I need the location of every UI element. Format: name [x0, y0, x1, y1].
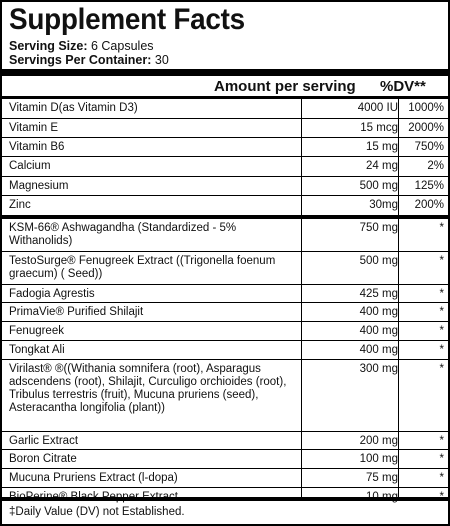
servings-label: Servings Per Container: — [9, 53, 152, 67]
top-divider — [2, 69, 448, 76]
serving-size-value: 6 Capsules — [90, 39, 154, 53]
table-row — [2, 360, 448, 432]
table-row — [2, 341, 448, 360]
daily-value: 1000% — [408, 102, 444, 114]
footnote: ‡Daily Value (DV) not Established. — [9, 506, 185, 518]
amount-value: 100 mg — [359, 453, 398, 465]
table-row — [2, 432, 448, 450]
bottom-divider — [2, 497, 448, 501]
nutrient-name: Zinc — [9, 199, 31, 211]
nutrient-name: PrimaVie® Purified Shilajit — [9, 306, 144, 318]
amount-value: 500 mg — [359, 255, 398, 267]
daily-value: * — [439, 288, 444, 300]
daily-value: * — [439, 306, 444, 318]
panel-title: Supplement Facts — [9, 3, 245, 36]
nutrient-table — [2, 99, 448, 506]
table-row — [2, 322, 448, 341]
amount-value: 500 mg — [359, 180, 398, 192]
nutrient-name: TestoSurge® Fenugreek Extract ((Trigonella foenum graecum) ( Seed)) — [9, 255, 276, 280]
serving-size-label: Serving Size: — [9, 39, 88, 53]
table-row — [2, 450, 448, 469]
serving-size — [9, 39, 154, 53]
table-row — [2, 469, 448, 488]
nutrient-name: Magnesium — [9, 180, 69, 192]
table-row — [2, 285, 448, 303]
table-row — [2, 99, 448, 119]
table-row — [2, 303, 448, 322]
daily-value: * — [439, 363, 444, 375]
amount-per-serving-header: Amount per serving — [214, 78, 356, 95]
nutrient-name: KSM-66® Ashwagandha (Standardized - 5% Withanolids) — [9, 222, 237, 247]
daily-value: * — [439, 472, 444, 484]
amount-value: 400 mg — [359, 306, 398, 318]
daily-value-header: %DV** — [380, 78, 426, 95]
amount-value: 75 mg — [366, 472, 398, 484]
ingredient-rows — [2, 219, 448, 506]
daily-value: * — [439, 255, 444, 267]
table-row — [2, 119, 448, 138]
amount-value: 4000 IU — [357, 102, 398, 114]
amount-value: 15 mg — [366, 141, 398, 153]
table-row — [2, 196, 448, 215]
daily-value: * — [439, 222, 444, 234]
nutrient-name: Mucuna Pruriens Extract (l-dopa) — [9, 472, 178, 484]
daily-value: * — [439, 325, 444, 337]
daily-value: 200% — [414, 199, 444, 211]
amount-value: 425 mg — [359, 288, 398, 300]
amount-value: 300 mg — [359, 363, 398, 375]
table-row — [2, 177, 448, 196]
daily-value: 125% — [414, 180, 444, 192]
servings-value: 30 — [154, 53, 169, 67]
nutrient-name: Tongkat Ali — [9, 344, 65, 356]
amount-value: 30mg — [369, 199, 398, 211]
daily-value: 2000% — [408, 122, 444, 134]
daily-value: * — [439, 344, 444, 356]
amount-value: 200 mg — [359, 435, 398, 447]
servings-per-container — [9, 53, 169, 67]
nutrient-name: Vitamin D(as Vitamin D3) — [9, 102, 138, 114]
amount-value: 400 mg — [359, 325, 398, 337]
amount-value: 750 mg — [359, 222, 398, 234]
table-row — [2, 157, 448, 177]
daily-value: * — [439, 453, 444, 465]
nutrient-name: Virilast® ®((Withania somnifera (root), Asparagus adscendens (root), Shilajit, Curculigo orchioides (root), Tribulus terrestris (fruit), Mucuna pruriens (seed), Asteracantha longifolia (plant)) — [9, 363, 287, 414]
nutrient-name: Vitamin B6 — [9, 141, 65, 153]
daily-value: * — [439, 435, 444, 447]
daily-value: 2% — [427, 160, 444, 172]
table-row — [2, 138, 448, 157]
table-row — [2, 252, 448, 285]
nutrient-name: Garlic Extract — [9, 435, 79, 447]
nutrient-name: Calcium — [9, 160, 51, 172]
nutrient-name: Fenugreek — [9, 325, 64, 337]
vitamin-rows — [2, 99, 448, 215]
amount-value: 400 mg — [359, 344, 398, 356]
amount-value: 15 mcg — [360, 122, 398, 134]
daily-value: 750% — [414, 141, 444, 153]
nutrient-name: Fadogia Agrestis — [9, 288, 95, 300]
table-row — [2, 219, 448, 252]
amount-value: 24 mg — [366, 160, 398, 172]
nutrient-name: Vitamin E — [9, 122, 59, 134]
nutrient-name: Boron Citrate — [9, 453, 77, 465]
